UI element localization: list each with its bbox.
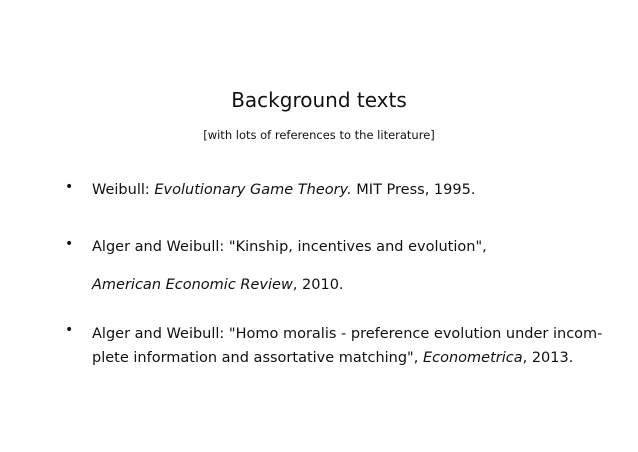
author-text: Weibull: <box>92 182 155 198</box>
book-title: Evolutionary Game Theory. <box>154 182 352 198</box>
reference-line <box>92 179 572 201</box>
author-article-text: Alger and Weibull: "Homo moralis - preference evolution under incom- <box>92 326 603 342</box>
reference-text <box>92 322 603 370</box>
publisher-text: MIT Press, 1995. <box>351 182 476 198</box>
author-article-text: Alger and Weibull: "Kinship, incentives and evolution", <box>92 239 487 255</box>
reference-line <box>92 346 572 370</box>
reference-text <box>92 179 572 201</box>
bullet-icon: • <box>65 236 74 252</box>
journal-title: American Economic Review <box>92 277 293 293</box>
year-text: , 2013. <box>522 350 574 366</box>
article-continuation-text: plete information and assortative matching", <box>92 350 423 366</box>
reference-line <box>92 322 603 346</box>
bullet-icon: • <box>65 179 74 195</box>
reference-text <box>92 236 572 296</box>
bullet-icon: • <box>65 322 74 338</box>
reference-line <box>92 274 572 296</box>
year-text: , 2010. <box>292 277 344 293</box>
reference-line <box>92 236 572 258</box>
journal-title: Econometrica <box>422 350 523 366</box>
slide-title: Background texts <box>231 88 407 112</box>
slide-subtitle: [with lots of references to the literature] <box>203 128 435 142</box>
